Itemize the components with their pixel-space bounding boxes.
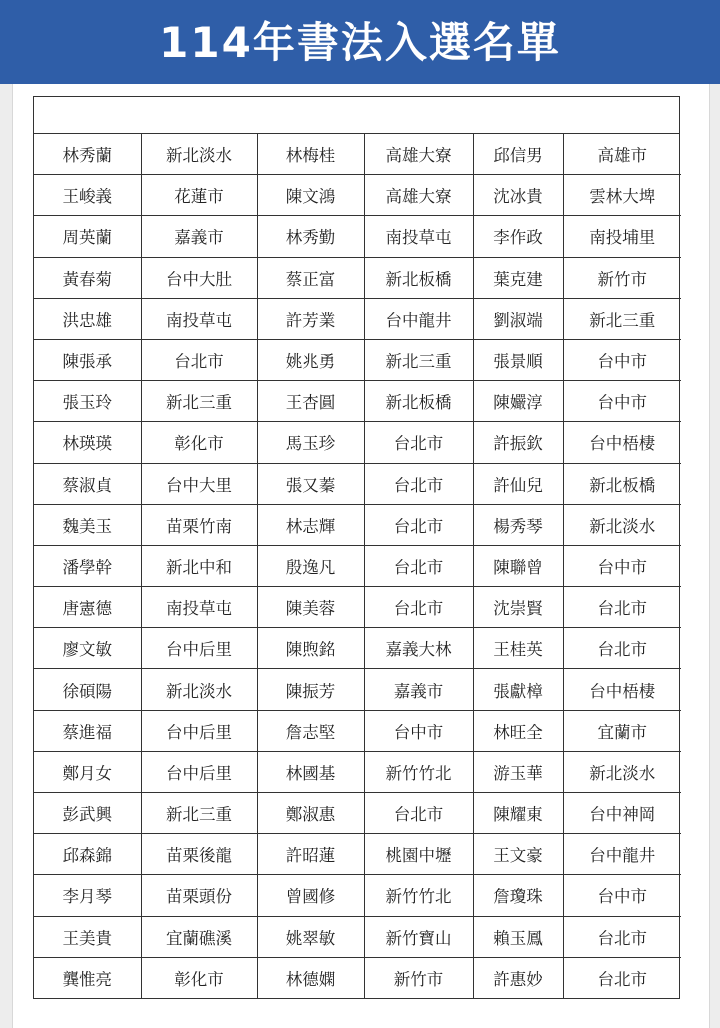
location-cell: 新竹寶山	[364, 916, 473, 957]
name-cell: 林瑛瑛	[34, 422, 141, 463]
location-cell: 新北淡水	[563, 504, 681, 545]
location-cell: 台中神岡	[563, 793, 681, 834]
name-cell: 許振欽	[473, 422, 563, 463]
location-cell: 嘉義市	[364, 669, 473, 710]
name-cell: 許昭蓮	[257, 834, 364, 875]
location-cell: 台北市	[141, 339, 257, 380]
name-cell: 彭武興	[34, 793, 141, 834]
location-cell: 苗栗頭份	[141, 875, 257, 916]
name-cell: 邱信男	[473, 134, 563, 175]
location-cell: 台中后里	[141, 628, 257, 669]
name-cell: 劉淑端	[473, 298, 563, 339]
name-cell: 詹志堅	[257, 710, 364, 751]
location-cell: 台中市	[364, 710, 473, 751]
name-cell: 黃春菊	[34, 257, 141, 298]
location-cell: 花蓮市	[141, 175, 257, 216]
name-cell: 沈崇賢	[473, 587, 563, 628]
table-row	[34, 463, 681, 504]
name-cell: 王文豪	[473, 834, 563, 875]
table-row	[34, 545, 681, 586]
table-header-row	[34, 97, 679, 134]
location-cell: 高雄大寮	[364, 134, 473, 175]
name-cell: 林秀勤	[257, 216, 364, 257]
table-row	[34, 916, 681, 957]
name-cell: 張又蓁	[257, 463, 364, 504]
location-cell: 新北板橋	[364, 381, 473, 422]
name-cell: 王美貴	[34, 916, 141, 957]
location-cell: 苗栗竹南	[141, 504, 257, 545]
location-cell: 苗栗後龍	[141, 834, 257, 875]
location-cell: 台北市	[364, 587, 473, 628]
location-cell: 台中后里	[141, 751, 257, 792]
title-banner	[0, 0, 720, 84]
names-table	[34, 134, 681, 998]
location-cell: 新竹市	[364, 957, 473, 998]
location-cell: 嘉義大林	[364, 628, 473, 669]
name-cell: 游玉華	[473, 751, 563, 792]
location-cell: 台中梧棲	[563, 669, 681, 710]
table-row	[34, 339, 681, 380]
location-cell: 新北淡水	[141, 669, 257, 710]
name-cell: 張玉玲	[34, 381, 141, 422]
document-sheet	[12, 84, 710, 1028]
name-cell: 詹瓊珠	[473, 875, 563, 916]
location-cell: 台中大里	[141, 463, 257, 504]
location-cell: 宜蘭市	[563, 710, 681, 751]
location-cell: 台北市	[364, 545, 473, 586]
location-cell: 宜蘭礁溪	[141, 916, 257, 957]
name-cell: 王峻義	[34, 175, 141, 216]
location-cell: 台中市	[563, 875, 681, 916]
name-cell: 周英蘭	[34, 216, 141, 257]
location-cell: 台北市	[563, 587, 681, 628]
name-cell: 許惠妙	[473, 957, 563, 998]
name-cell: 沈冰貴	[473, 175, 563, 216]
location-cell: 台中大肚	[141, 257, 257, 298]
name-cell: 姚兆勇	[257, 339, 364, 380]
table-row	[34, 422, 681, 463]
name-cell: 陳張承	[34, 339, 141, 380]
table-row	[34, 298, 681, 339]
name-cell: 陳孍淳	[473, 381, 563, 422]
name-cell: 林秀蘭	[34, 134, 141, 175]
table-row	[34, 628, 681, 669]
table-row	[34, 216, 681, 257]
location-cell: 台中市	[563, 545, 681, 586]
location-cell: 台中市	[563, 381, 681, 422]
location-cell: 高雄大寮	[364, 175, 473, 216]
name-cell: 林志輝	[257, 504, 364, 545]
name-cell: 許芳業	[257, 298, 364, 339]
name-cell: 陳振芳	[257, 669, 364, 710]
location-cell: 台北市	[364, 463, 473, 504]
table-row	[34, 175, 681, 216]
table-row	[34, 710, 681, 751]
location-cell: 嘉義市	[141, 216, 257, 257]
location-cell: 新竹竹北	[364, 751, 473, 792]
name-cell: 蔡淑貞	[34, 463, 141, 504]
name-cell: 魏美玉	[34, 504, 141, 545]
location-cell: 台北市	[563, 916, 681, 957]
location-cell: 雲林大埤	[563, 175, 681, 216]
name-cell: 賴玉鳳	[473, 916, 563, 957]
table-row	[34, 587, 681, 628]
name-cell: 林梅桂	[257, 134, 364, 175]
name-cell: 陳聯曾	[473, 545, 563, 586]
name-cell: 陳耀東	[473, 793, 563, 834]
location-cell: 新北中和	[141, 545, 257, 586]
name-cell: 徐碩陽	[34, 669, 141, 710]
location-cell: 新竹市	[563, 257, 681, 298]
name-cell: 許仙兒	[473, 463, 563, 504]
name-cell: 葉克建	[473, 257, 563, 298]
location-cell: 台中龍井	[563, 834, 681, 875]
location-cell: 新竹竹北	[364, 875, 473, 916]
table-row	[34, 381, 681, 422]
name-cell: 曾國修	[257, 875, 364, 916]
location-cell: 台中后里	[141, 710, 257, 751]
name-cell: 鄭月女	[34, 751, 141, 792]
location-cell: 南投草屯	[364, 216, 473, 257]
name-cell: 殷逸凡	[257, 545, 364, 586]
location-cell: 台北市	[364, 422, 473, 463]
name-cell: 唐憲德	[34, 587, 141, 628]
location-cell: 台北市	[597, 969, 647, 989]
table-row	[34, 875, 681, 916]
location-cell: 新北三重	[141, 793, 257, 834]
name-cell: 龔惟亮	[34, 957, 141, 998]
name-cell: 馬玉珍	[257, 422, 364, 463]
location-cell: 台北市	[364, 793, 473, 834]
location-cell: 台中龍井	[364, 298, 473, 339]
page-title: 114年書法入選名單	[159, 18, 561, 67]
location-cell: 南投草屯	[141, 587, 257, 628]
location-cell: 台中梧棲	[563, 422, 681, 463]
name-cell: 邱森錦	[34, 834, 141, 875]
table-row	[34, 751, 681, 792]
name-cell: 張景順	[473, 339, 563, 380]
name-cell: 林德嫻	[257, 957, 364, 998]
location-cell: 桃園中壢	[364, 834, 473, 875]
name-cell: 鄭淑惠	[257, 793, 364, 834]
name-cell: 蔡進福	[34, 710, 141, 751]
name-cell: 李月琴	[34, 875, 141, 916]
name-cell: 廖文敏	[34, 628, 141, 669]
location-cell: 新北三重	[364, 339, 473, 380]
table-row	[34, 669, 681, 710]
location-cell: 台北市	[364, 504, 473, 545]
location-cell: 新北板橋	[364, 257, 473, 298]
name-cell: 潘學幹	[34, 545, 141, 586]
location-cell: 彰化市	[141, 422, 257, 463]
name-cell: 林旺全	[473, 710, 563, 751]
table-row	[34, 834, 681, 875]
table-row	[34, 957, 681, 998]
selection-list-table	[33, 96, 680, 999]
table-row	[34, 134, 681, 175]
location-cell: 南投草屯	[141, 298, 257, 339]
name-cell: 洪忠雄	[34, 298, 141, 339]
table-row	[34, 504, 681, 545]
name-cell: 陳美蓉	[257, 587, 364, 628]
location-cell: 新北淡水	[141, 134, 257, 175]
location-cell: 南投埔里	[563, 216, 681, 257]
location-cell: 新北板橋	[563, 463, 681, 504]
table-row	[34, 793, 681, 834]
name-cell: 李作政	[473, 216, 563, 257]
name-cell: 楊秀琴	[473, 504, 563, 545]
location-cell: 高雄市	[563, 134, 681, 175]
name-cell: 王杏圓	[257, 381, 364, 422]
location-cell: 新北淡水	[563, 751, 681, 792]
name-cell: 張獻樟	[473, 669, 563, 710]
location-cell: 台中市	[563, 339, 681, 380]
name-cell: 王桂英	[473, 628, 563, 669]
name-cell: 姚翠敏	[257, 916, 364, 957]
name-cell: 蔡正富	[257, 257, 364, 298]
location-cell: 台北市	[563, 628, 681, 669]
location-cell: 新北三重	[141, 381, 257, 422]
name-cell: 陳煦銘	[257, 628, 364, 669]
name-cell: 林國基	[257, 751, 364, 792]
table-row	[34, 257, 681, 298]
location-cell: 新北三重	[563, 298, 681, 339]
location-cell: 彰化市	[141, 957, 257, 998]
name-cell: 陳文鴻	[257, 175, 364, 216]
